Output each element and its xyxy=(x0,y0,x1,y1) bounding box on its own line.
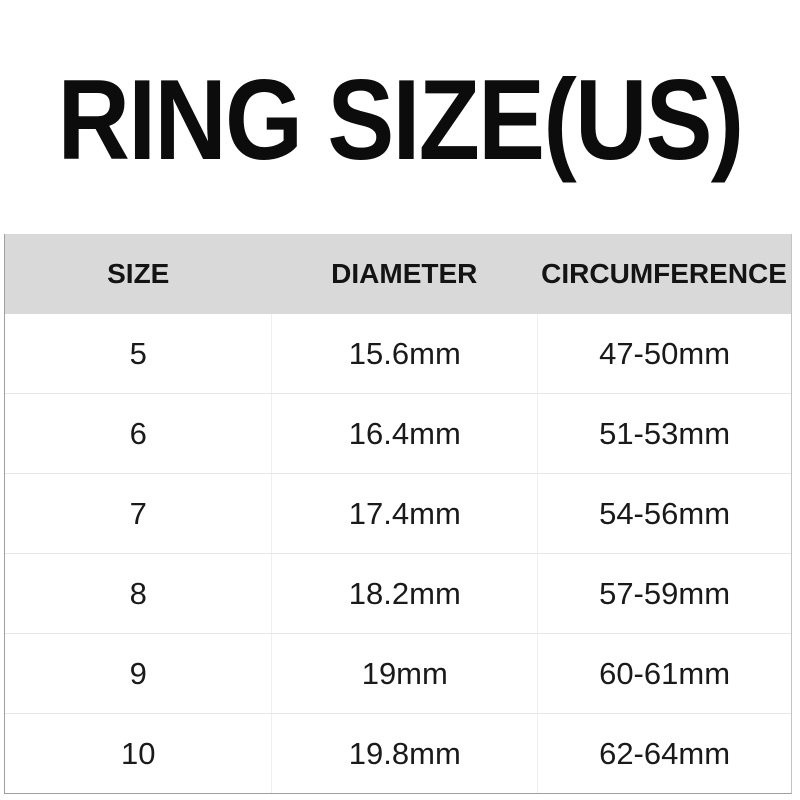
table-row xyxy=(5,314,791,393)
ring-size-table xyxy=(4,234,792,794)
cell-size: 8 xyxy=(129,575,147,611)
cell-diameter: 16.4mm xyxy=(271,394,537,473)
table-header-row xyxy=(5,234,791,314)
cell-size: 7 xyxy=(129,495,147,531)
cell-size: 9 xyxy=(129,655,147,691)
cell-diameter: 18.2mm xyxy=(271,554,537,633)
table-row xyxy=(5,633,791,713)
cell-circumference: 51-53mm xyxy=(537,394,791,473)
cell-size: 10 xyxy=(120,735,156,771)
table-row xyxy=(5,473,791,553)
cell-diameter: 15.6mm xyxy=(271,314,537,393)
cell-size: 5 xyxy=(129,335,147,371)
cell-diameter: 19mm xyxy=(271,634,537,713)
column-header-size: SIZE xyxy=(107,258,170,289)
table-row xyxy=(5,393,791,473)
cell-circumference: 57-59mm xyxy=(537,554,791,633)
table-row xyxy=(5,553,791,633)
column-header-circumference: CIRCUMFERENCE xyxy=(541,258,787,289)
cell-size: 6 xyxy=(129,415,147,451)
table-row xyxy=(5,713,791,793)
cell-diameter: 19.8mm xyxy=(271,714,537,793)
cell-circumference: 54-56mm xyxy=(537,474,791,553)
cell-diameter: 17.4mm xyxy=(271,474,537,553)
cell-circumference: 47-50mm xyxy=(537,314,791,393)
cell-circumference: 62-64mm xyxy=(537,714,791,793)
cell-circumference: 60-61mm xyxy=(537,634,791,713)
page-title: RING SIZE(US) xyxy=(57,57,743,184)
column-header-diameter: DIAMETER xyxy=(331,258,478,289)
